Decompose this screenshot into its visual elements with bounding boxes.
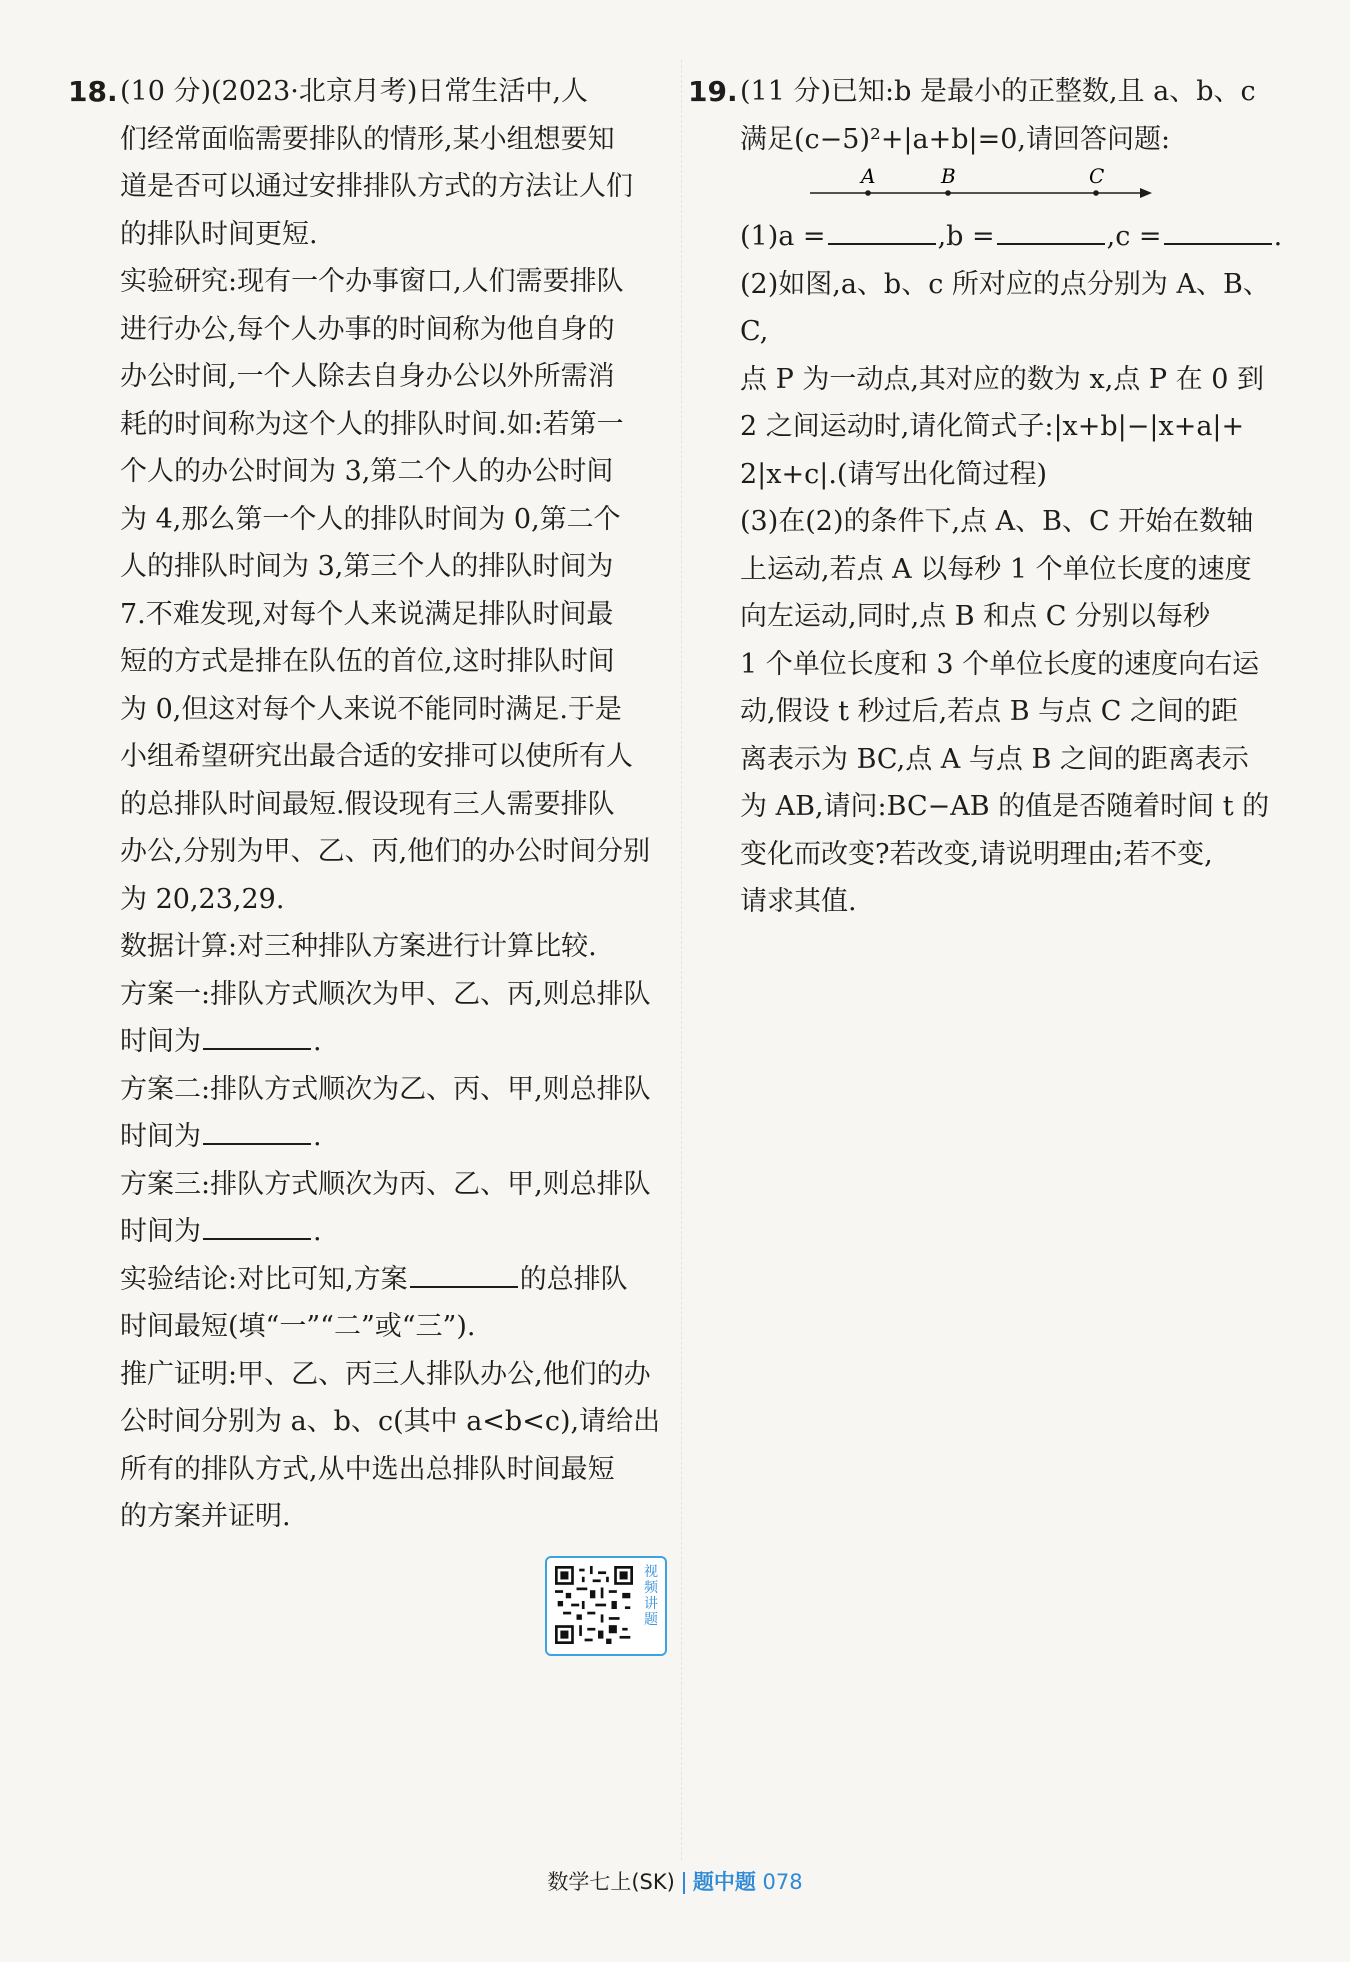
q18-line: 实验研究:现有一个办事窗口,人们需要排队: [120, 266, 624, 297]
q18-line: 小组希望研究出最合适的安排可以使所有人: [120, 741, 633, 772]
number-line: [740, 163, 1288, 213]
page-number: 078: [762, 1870, 803, 1894]
q18-line: 的排队时间更短.: [120, 218, 318, 250]
plan-2-text: 方案二:排队方式顺次为乙、丙、甲,则总排队: [120, 1073, 651, 1105]
b-blank[interactable]: [997, 213, 1105, 245]
part-3-line: 1 个单位长度和 3 个单位长度的速度向右运: [740, 648, 1260, 680]
part-3-line: 变化而改变?若改变,请说明理由;若不变,: [740, 838, 1213, 870]
q18-line: 进行办公,每个人办事的时间称为他自身的: [120, 313, 615, 345]
c-blank[interactable]: [1164, 213, 1272, 245]
a-label: a =: [778, 221, 826, 252]
b-label: ,b =: [937, 221, 995, 252]
q18-line: 数据计算:对三种排队方案进行计算比较.: [120, 931, 597, 962]
footer-subject: 数学七上(SK): [547, 1870, 675, 1894]
q18-line: 人的排队时间为 3,第三个人的排队时间为: [120, 551, 614, 582]
q18-line: 个人的办公时间为 3,第二个人的办公时间: [120, 456, 614, 487]
q18-line: 耗的时间称为这个人的排队时间.如:若第一: [120, 408, 624, 440]
point-b-label: B: [941, 164, 956, 188]
part-3-line: 离表示为 BC,点 A 与点 B 之间的距离表示: [740, 743, 1249, 775]
c-label: ,c =: [1106, 221, 1162, 252]
q18-line: 为 20,23,29.: [120, 883, 285, 915]
part-2-line: 2|x+c|.(请写出化简过程): [740, 458, 1047, 490]
q18-line: 们经常面临需要排队的情形,某小组想要知: [120, 123, 615, 155]
plan-1-label: 时间为: [120, 1026, 201, 1057]
part-3-line: (3)在(2)的条件下,点 A、B、C 开始在数轴: [740, 506, 1254, 537]
part-2-line: 点 P 为一动点,其对应的数为 x,点 P 在 0 到: [740, 363, 1264, 395]
part-1-label: (1): [740, 221, 779, 252]
plan-1-blank[interactable]: [203, 1018, 311, 1050]
question-19-body: [688, 68, 1288, 116]
part-2-line: (2)如图,a、b、c 所对应的点分别为 A、B、C,: [740, 268, 1270, 347]
plan-1-text: 方案一:排队方式顺次为甲、乙、丙,则总排队: [120, 978, 651, 1010]
conclusion-label: 实验结论:对比可知,方案: [120, 1263, 408, 1295]
plan-3-text: 方案三:排队方式顺次为丙、乙、甲,则总排队: [120, 1168, 651, 1200]
question-number: 18.: [68, 75, 118, 108]
question-19: [688, 68, 1288, 926]
point-c-label: C: [1089, 164, 1105, 188]
plan-2-blank[interactable]: [203, 1113, 311, 1145]
plan-3-blank[interactable]: [203, 1208, 311, 1240]
point-a-label: A: [861, 164, 876, 188]
plan-3-label: 时间为: [120, 1216, 201, 1247]
conclusion-label-end: 的总排队: [519, 1263, 628, 1295]
conclusion-hint: 时间最短(填“一”“二”或“三”).: [120, 1311, 476, 1342]
plan-2-label: 时间为: [120, 1121, 201, 1152]
q18-line: 的总排队时间最短.假设现有三人需要排队: [120, 788, 615, 820]
footer-brand: 题中题: [692, 1870, 756, 1894]
q18-line: 为 4,那么第一个人的排队时间为 0,第二个: [120, 503, 621, 535]
q18-line: 道是否可以通过安排排队方式的方法让人们: [120, 171, 633, 202]
proof-line: 所有的排队方式,从中选出总排队时间最短: [120, 1453, 615, 1485]
part-3-line: 上运动,若点 A 以每秒 1 个单位长度的速度: [740, 553, 1252, 585]
conclusion-blank[interactable]: [410, 1256, 518, 1288]
part-2-line: 2 之间运动时,请化简式子:|x+b|−|x+a|+: [740, 411, 1245, 442]
question-18: [68, 68, 668, 1541]
q18-line: 办公时间,一个人除去自身办公以外所需消: [120, 361, 615, 392]
video-tag: 视频讲题: [644, 1564, 658, 1628]
part-3-line: 为 AB,请问:BC−AB 的值是否随着时间 t 的: [740, 791, 1270, 822]
page-footer: [0, 1866, 1350, 1896]
proof-line: 公时间分别为 a、b、c(其中 a<b<c),请给出: [120, 1406, 661, 1437]
proof-line: 推广证明:甲、乙、丙三人排队办公,他们的办: [120, 1358, 651, 1390]
part-1-line: (1)a = ,b = ,c = .: [688, 213, 1288, 261]
proof-line: 的方案并证明.: [120, 1501, 291, 1532]
q18-line: 7.不难发现,对每个人来说满足排队时间最: [120, 598, 614, 630]
a-blank[interactable]: [828, 213, 936, 245]
q19-line: 满足(c−5)²+|a+b|=0,请回答问题:: [740, 123, 1171, 155]
question-number: 19.: [688, 75, 738, 108]
plan-3-answer: 时间为 .: [68, 1208, 668, 1256]
conclusion-line: [68, 1256, 668, 1304]
number-line-figure: [740, 163, 1160, 213]
video-qr-box[interactable]: [545, 1556, 667, 1656]
part-3-line: 请求其值.: [740, 886, 857, 917]
plan-1-answer: 时间为 .: [68, 1018, 668, 1066]
plan-2-answer: 时间为 .: [68, 1113, 668, 1161]
column-divider: [681, 60, 682, 1860]
qr-code-icon: [555, 1566, 633, 1644]
part-3-line: 动,假设 t 秒过后,若点 B 与点 C 之间的距: [740, 696, 1239, 727]
question-18-body: [68, 68, 668, 116]
q18-line: (10 分)(2023·北京月考)日常生活中,人: [120, 76, 588, 107]
footer-separator: [683, 1872, 685, 1894]
q19-line: (11 分)已知:b 是最小的正整数,且 a、b、c: [740, 76, 1256, 107]
q18-line: 短的方式是排在队伍的首位,这时排队时间: [120, 646, 615, 677]
q18-line: 为 0,但这对每个人来说不能同时满足.于是: [120, 693, 622, 725]
part-3-line: 向左运动,同时,点 B 和点 C 分别以每秒: [740, 601, 1210, 632]
q18-line: 办公,分别为甲、乙、丙,他们的办公时间分别: [120, 836, 651, 867]
